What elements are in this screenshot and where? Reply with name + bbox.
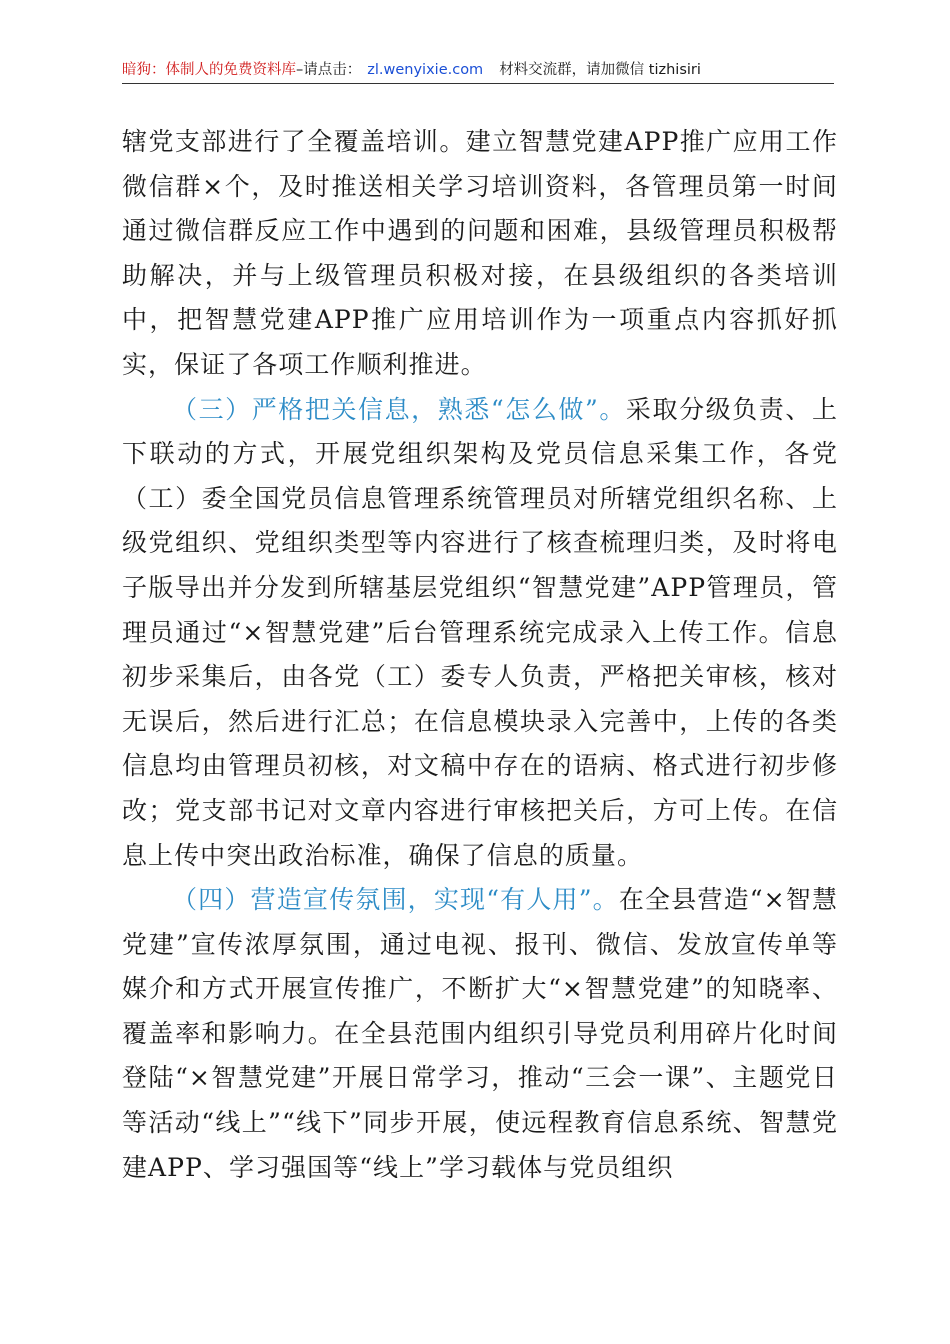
header-contact: 材料交流群，请加微信 tizhisiri: [499, 62, 701, 78]
paragraph-section-3: [122, 388, 838, 879]
paragraph-section-4: [122, 878, 838, 1190]
document-body: [122, 120, 838, 1190]
section-4-heading: （四）营造宣传氛围，实现“有人用”。: [172, 885, 619, 915]
page-header: [122, 58, 832, 82]
section-4-text: 在全县营造“×智慧党建”宣传浓厚氛围，通过电视、报刊、微信、发放宣传单等媒介和方式开展宣传推广，不断扩大“×智慧党建”的知晓率、覆盖率和影响力。在全县范围内组织引导党员利用碎片化时间登陆“×智慧党建”开展日常学习，推动“三会一课”、主题党日等活动“线上”“线下”同步开展，使远程教育信息系统、智慧党建APP、学习强国等“线上”学习载体与党员组织: [122, 885, 838, 1182]
paragraph-continuation: [122, 120, 838, 388]
header-brand: 暗狗：体制人的免费资料库: [122, 62, 296, 78]
header-click-prompt: –请点击：: [296, 62, 362, 78]
paragraph-text: 辖党支部进行了全覆盖培训。建立智慧党建APP推广应用工作微信群×个，及时推送相关学习培训资料，各管理员第一时间通过微信群反应工作中遇到的问题和困难，县级管理员积极帮助解决，并与上级管理员积极对接，在县级组织的各类培训中，把智慧党建APP推广应用培训作为一项重点内容抓好抓实，保证了各项工作顺利推进。: [122, 127, 838, 379]
section-3-heading: （三）严格把关信息，熟悉“怎么做”。: [172, 394, 626, 424]
header-link[interactable]: zl.wenyixie.com: [367, 62, 484, 78]
section-3-text: 采取分级负责、上下联动的方式，开展党组织架构及党员信息采集工作，各党（工）委全国党员信息管理系统管理员对所辖党组织名称、上级党组织、党组织类型等内容进行了核查梳理归类，及时将电子版导出并分发到所辖基层党组织“智慧党建”APP管理员，管理员通过“×智慧党建”后台管理系统完成录入上传工作。信息初步采集后，由各党（工）委专人负责，严格把关审核，核对无误后，然后进行汇总；在信息模块录入完善中，上传的各类信息均由管理员初核，对文稿中存在的语病、格式进行初步修改；党支部书记对文章内容进行审核把关后，方可上传。在信息上传中突出政治标准，确保了信息的质量。: [122, 394, 838, 870]
header-divider: [122, 83, 834, 84]
